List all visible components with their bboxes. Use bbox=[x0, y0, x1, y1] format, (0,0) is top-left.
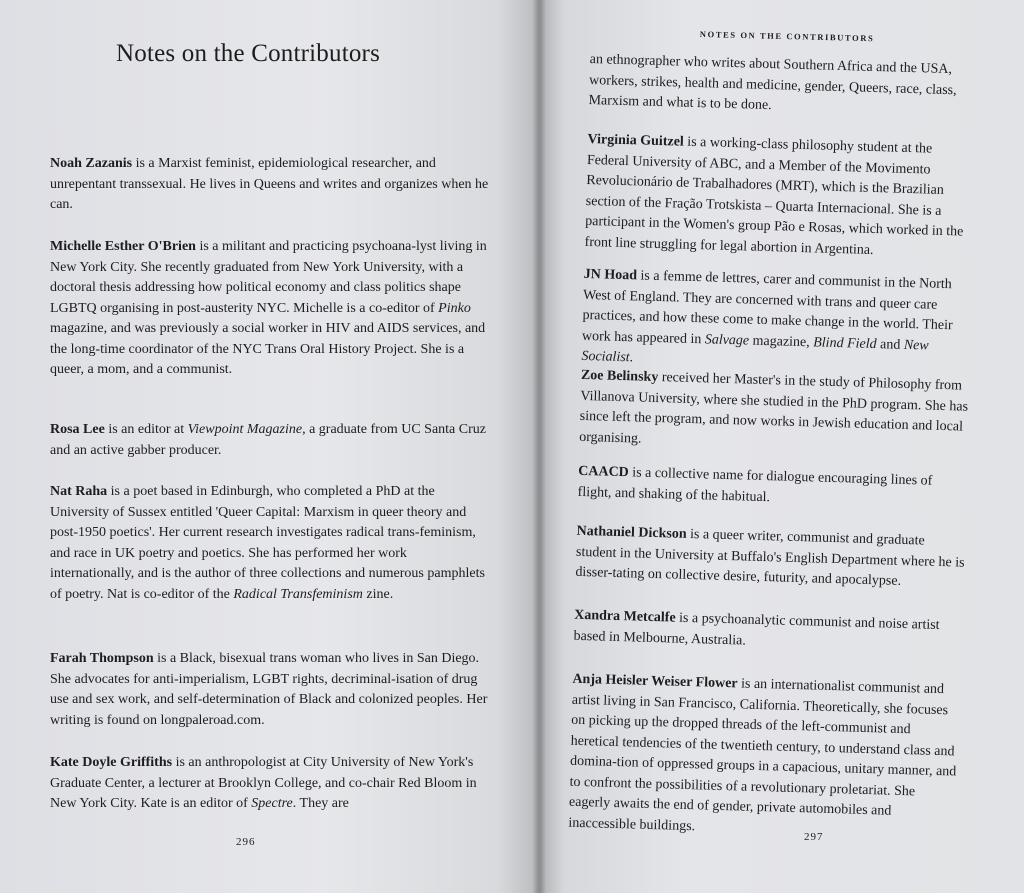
contributor-bio: , a graduate from UC Santa Cruz and an active gabber producer. bbox=[50, 422, 486, 458]
contributor-name: Xandra Metcalfe bbox=[574, 607, 676, 626]
running-head: NOTES ON THE CONTRIBUTORS bbox=[699, 29, 875, 44]
contributor-entry bbox=[50, 482, 490, 605]
contributor-entry bbox=[581, 265, 974, 378]
book-gutter bbox=[532, 0, 546, 893]
contributor-bio: zine. bbox=[362, 586, 394, 602]
publication-title: New Socialist bbox=[581, 337, 929, 366]
contributor-name: Virginia Guitzel bbox=[587, 131, 684, 150]
publication-title: Viewpoint Magazine bbox=[187, 422, 303, 437]
contributor-name: Farah Thompson bbox=[50, 651, 154, 666]
contributor-entry bbox=[50, 154, 490, 216]
publication-title: Pinko bbox=[438, 300, 471, 316]
contributor-name: JN Hoad bbox=[583, 266, 638, 284]
contributor-bio: is an editor at bbox=[104, 422, 188, 437]
publication-title: Spectre bbox=[251, 796, 293, 811]
contributor-bio: is a Black, bisexual trans woman who lives in San Diego. She advocates for anti-imperialism, LGBT rights, decriminal-isation of drug use and sex work, and self-determination of Black and colonized peoples. Her writing is found on longpaleroad.com. bbox=[50, 651, 488, 728]
contributor-bio: . They are bbox=[292, 796, 349, 811]
publication-title: Radical Transfeminism bbox=[233, 586, 363, 602]
contributor-entry bbox=[579, 366, 971, 459]
contributor-bio: is an anthropologist at City University of New York's Graduate Center, a lecturer at Brooklyn College, and co-chair Red Bloom in New York City. Kate is an editor of bbox=[50, 755, 477, 811]
contributor-entry bbox=[50, 420, 490, 461]
contributor-name: Noah Zazanis bbox=[50, 156, 133, 171]
publication-title: Blind Field bbox=[813, 334, 877, 352]
contributor-name: Kate Doyle Griffiths bbox=[50, 755, 173, 770]
contributor-entry bbox=[50, 649, 490, 731]
contributor-bio: is a Marxist feminist, epidemiological researcher, and unrepentant transsexual. He lives in Queens and writes and organizes when he can. bbox=[50, 156, 489, 212]
contributor-name: Anja Heisler Weiser Flower bbox=[572, 671, 738, 692]
contributor-name: Nathaniel Dickson bbox=[576, 523, 687, 542]
contributor-name: Rosa Lee bbox=[50, 422, 105, 437]
page-title: Notes on the Contributors bbox=[116, 40, 381, 67]
contributor-bio: is a militant and practicing psychoana-lyst living in New York City. She recently graduated from New York University, with a doctoral thesis addressing how political economy and class politics shape LGBTQ organising in post-austerity NYC. Michelle is a co-editor of bbox=[50, 239, 487, 316]
contributor-bio: and bbox=[876, 336, 905, 353]
page-number: 297 bbox=[804, 831, 824, 843]
contributor-bio: received her Master's in the study of Philosophy from Villanova University, where she studied in the PhD program. She has since left the program, and now works in Jewish education and local organising. bbox=[578, 370, 969, 447]
contributor-bio: is a collective name for dialogue encouraging lines of flight, and shaking of the habitual. bbox=[577, 465, 933, 505]
contributor-bio: magazine, bbox=[748, 333, 814, 350]
contributor-entry bbox=[50, 753, 490, 815]
contributor-bio: is a femme de lettres, carer and communist in the North West of England. They are concerned with trans and queer care practices, and how these come to make change in the world. Their work has appeared in bbox=[581, 268, 953, 347]
contributor-bio: is an internationalist communist and artist living in San Francisco, California. Theoretically, she focuses on picking up the dropped threads of the left-communist and heretical tendencies of the twentieth century, to understand class and domina-tion of oppressed groups in a capacious, unitary manner, and to confront the possibilities of a revolutionary proletariat. She eagerly awaits the end of gender, private automobiles and inaccessible buildings. bbox=[568, 676, 957, 834]
page-number: 296 bbox=[236, 836, 256, 848]
contributor-entry bbox=[575, 522, 967, 594]
contributor-bio: is a queer writer, communist and graduate student in the University at Buffalo's English Department where he is disser-tating on collective desire, futurity, and apocalypse. bbox=[575, 526, 965, 589]
publication-title: Salvage bbox=[704, 331, 750, 349]
contributor-bio: is a working-class philosophy student at the Federal University of ABC, and a Member of the Movimento Revolucionário de Trabalhadores (MRT), which is the Brazilian section of the Fração Trotskista – Quarta Internacional. She is a participant in the Women's group Pão e Rosas, which worked in the front line struggling for legal abortion in Argentina. bbox=[584, 134, 964, 258]
contributor-name: CAACD bbox=[578, 463, 629, 481]
contributor-name: Nat Raha bbox=[50, 484, 108, 499]
contributor-entry bbox=[568, 670, 962, 845]
contributor-bio: . bbox=[629, 350, 634, 366]
contributor-bio: is a poet based in Edinburgh, who completed a PhD at the University of Sussex entitled 'Queer Capital: Marxism in queer theory and post-1950 poetics'. Her current research investigates radical trans-feminism, and race in UK poetry and poetics. She has performed her work internationally, and is the author of three collections and numerous pamphlets of poetry. Nat is co-editor of the bbox=[50, 484, 485, 602]
contributor-entry bbox=[588, 50, 980, 122]
contributor-name: Michelle Esther O'Brien bbox=[50, 239, 196, 254]
contributor-name: Zoe Belinsky bbox=[580, 367, 659, 386]
contributor-bio: magazine, and was previously a social worker in HIV and AIDS services, and the long-time coordinator of the NYC Trans Oral History Project. She is a queer, a mom, and a communist. bbox=[50, 321, 486, 377]
contributor-entry bbox=[584, 130, 977, 264]
contributor-entry bbox=[50, 237, 490, 381]
contributor-bio: an ethnographer who writes about Southern Africa and the USA, workers, strikes, health and medicine, gender, Queers, race, class, Marxism and what is to be done. bbox=[588, 51, 957, 114]
contributor-bio: is a psychoanalytic communist and noise artist based in Melbourne, Australia. bbox=[573, 610, 940, 649]
